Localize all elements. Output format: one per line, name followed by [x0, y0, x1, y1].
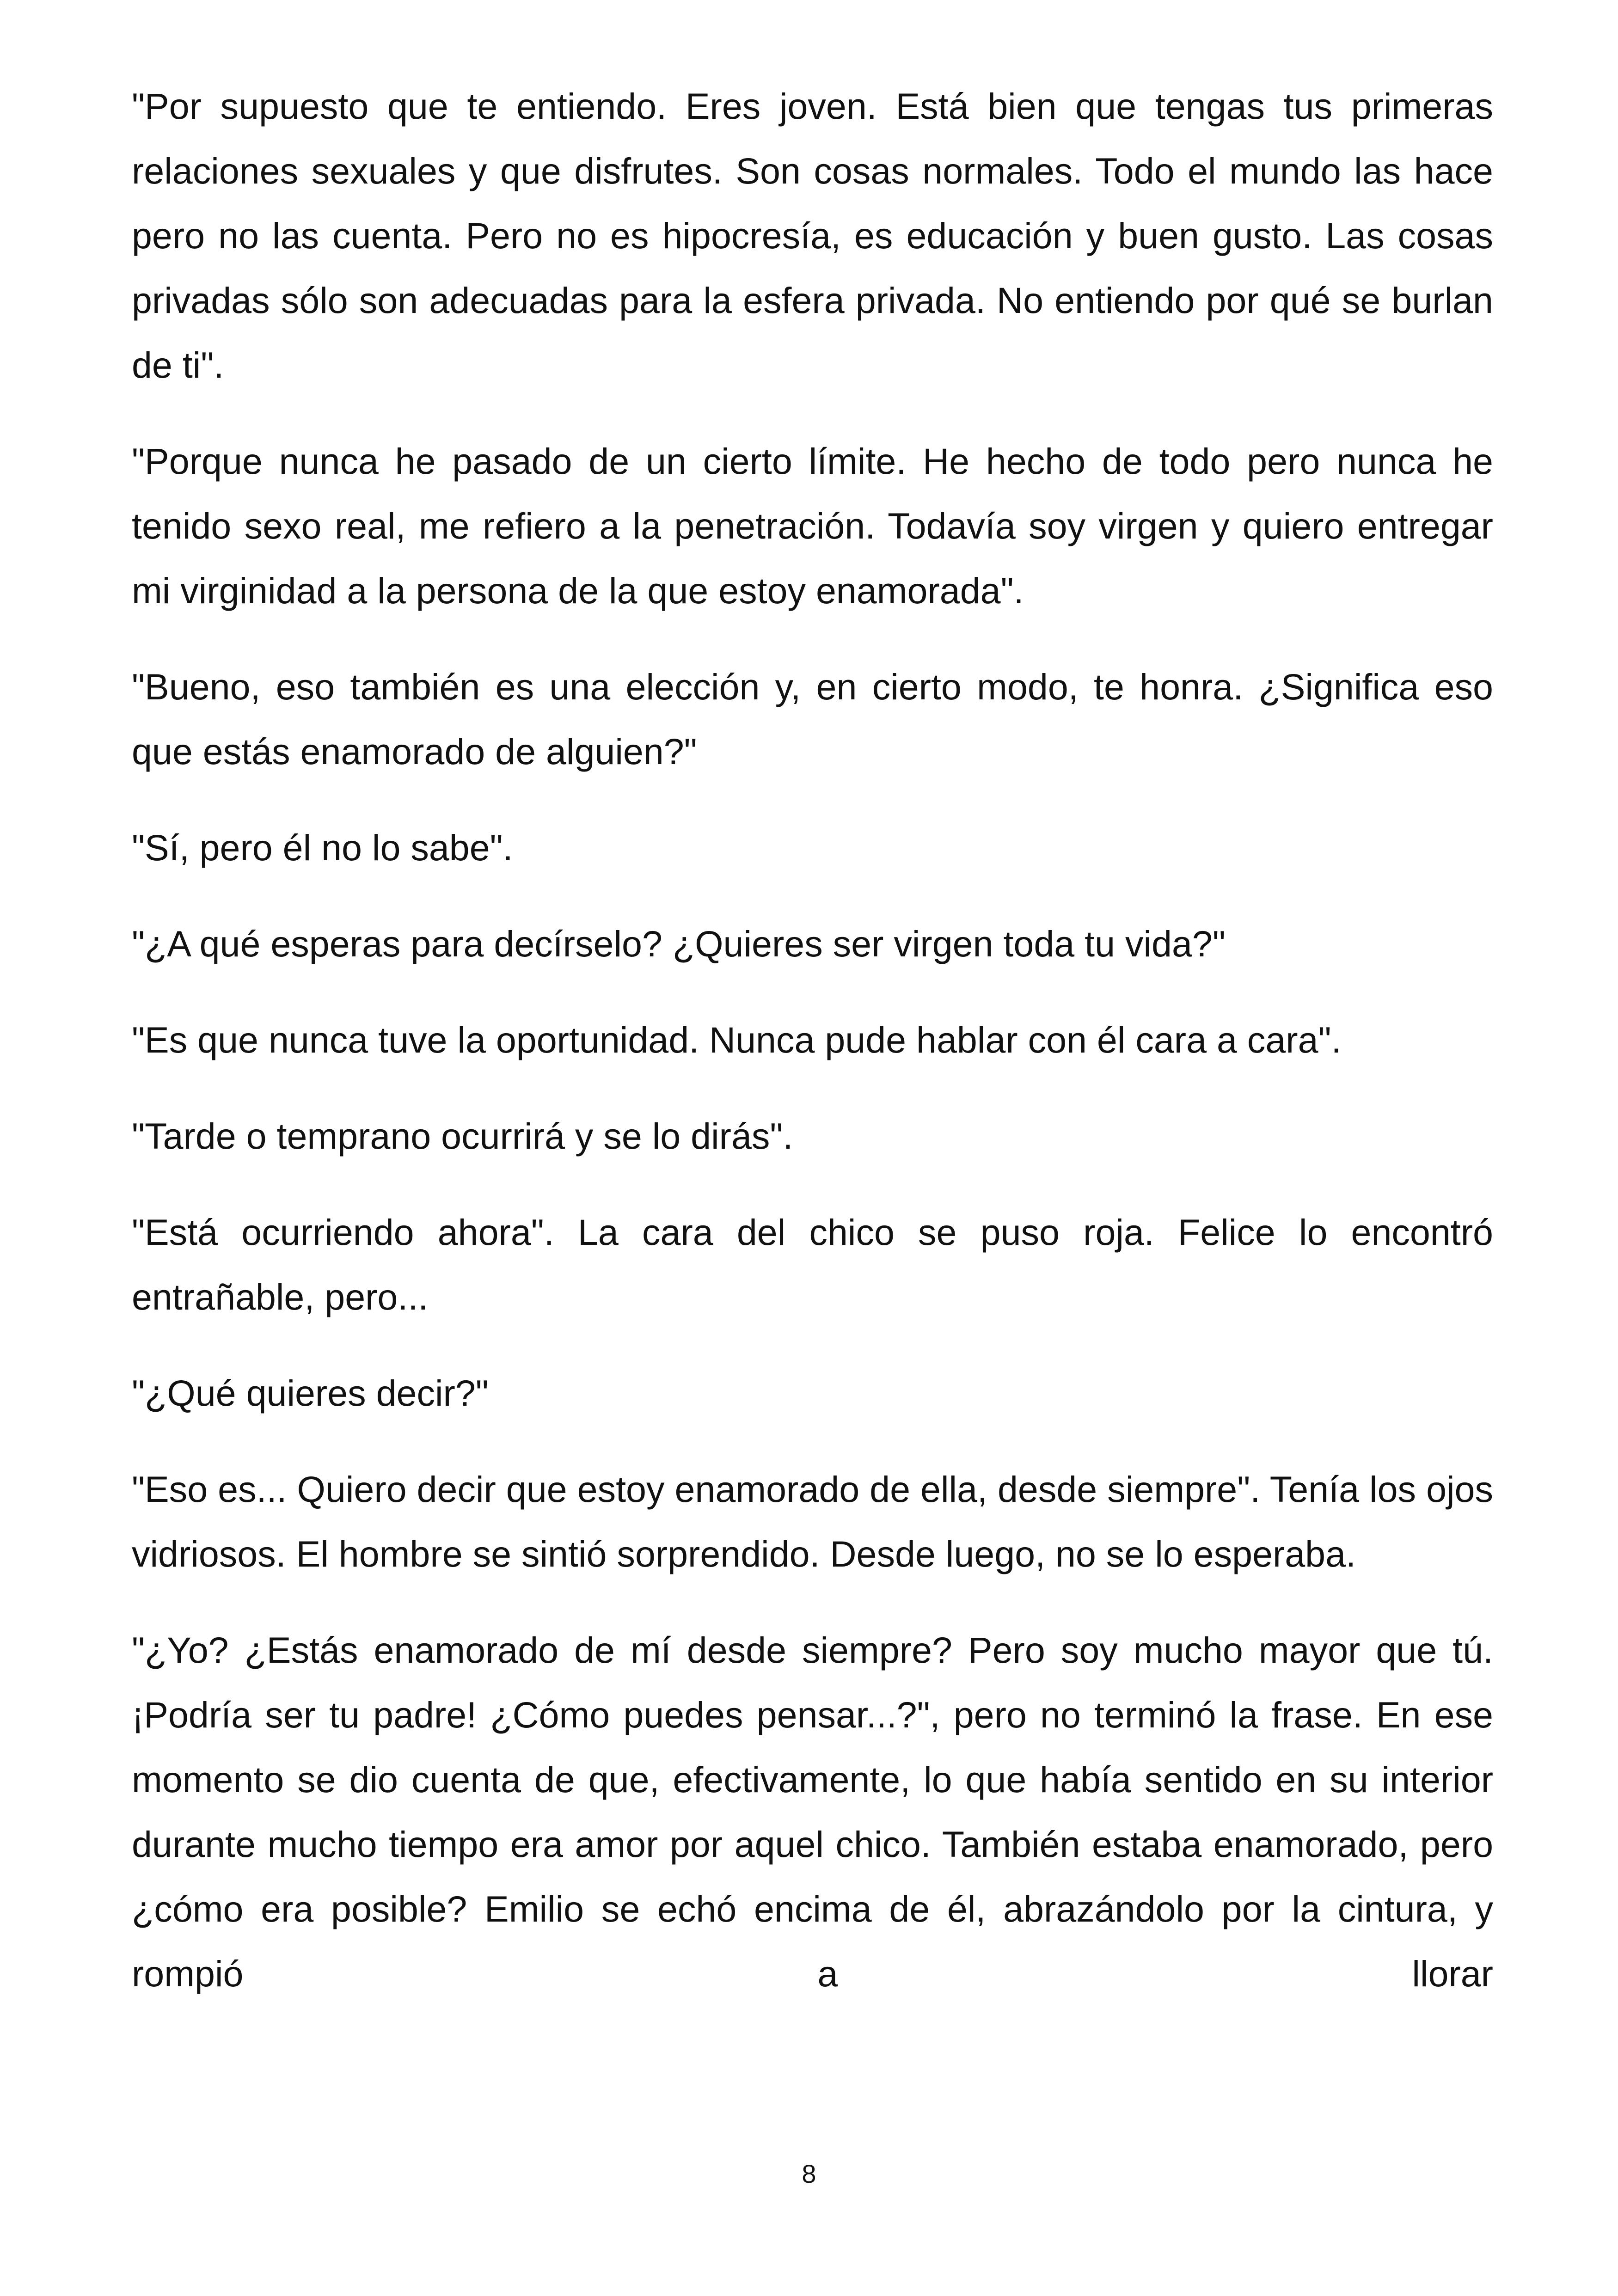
paragraph: "Bueno, eso también es una elección y, en cierto modo, te honra. ¿Significa eso que estás enamorado de alguien?"	[132, 666, 1493, 772]
paragraph: "¿Qué quieres decir?"	[132, 1372, 489, 1414]
paragraph: "Sí, pero él no lo sabe".	[132, 827, 513, 868]
paragraph: "Porque nunca he pasado de un cierto límite. He hecho de todo pero nunca he tenido sexo real, me refiero a la penetración. Todavía soy virgen y quiero entregar mi virginidad a la persona de la que estoy enamorada".	[132, 441, 1493, 611]
body-text	[132, 74, 1493, 2006]
paragraph: "Está ocurriendo ahora". La cara del chico se puso roja. Felice lo encontró entrañable, pero...	[132, 1212, 1493, 1317]
paragraph: "¿A qué esperas para decírselo? ¿Quieres ser virgen toda tu vida?"	[132, 923, 1226, 964]
paragraph: "¿Yo? ¿Estás enamorado de mí desde siempre? Pero soy mucho mayor que tú. ¡Podría ser tu padre! ¿Cómo puedes pensar...?", pero no terminó la frase. En ese momento se dio cuenta de que, efectivamente, lo que había sentido en su interior durante mucho tiempo era amor por aquel chico. También estaba enamorado, pero ¿cómo era posible? Emilio se echó encima de él, abrazándolo por la cintura, y rompió a llorar	[132, 1629, 1493, 1994]
paragraph: "Es que nunca tuve la oportunidad. Nunca pude hablar con él cara a cara".	[132, 1019, 1342, 1060]
paragraph: "Eso es... Quiero decir que estoy enamorado de ella, desde siempre". Tenía los ojos vidriosos. El hombre se sintió sorprendido. Desde luego, no se lo esperaba.	[132, 1469, 1493, 1574]
page-number: 8	[802, 2159, 816, 2188]
paragraph: "Por supuesto que te entiendo. Eres joven. Está bien que tengas tus primeras relaciones sexuales y que disfrutes. Son cosas normales. Todo el mundo las hace pero no las cuenta. Pero no es hipocresía, es educación y buen gusto. Las cosas privadas sólo son adecuadas para la esfera privada. No entiendo por qué se burlan de ti".	[132, 86, 1493, 386]
paragraph: "Tarde o temprano ocurrirá y se lo dirás".	[132, 1115, 793, 1157]
